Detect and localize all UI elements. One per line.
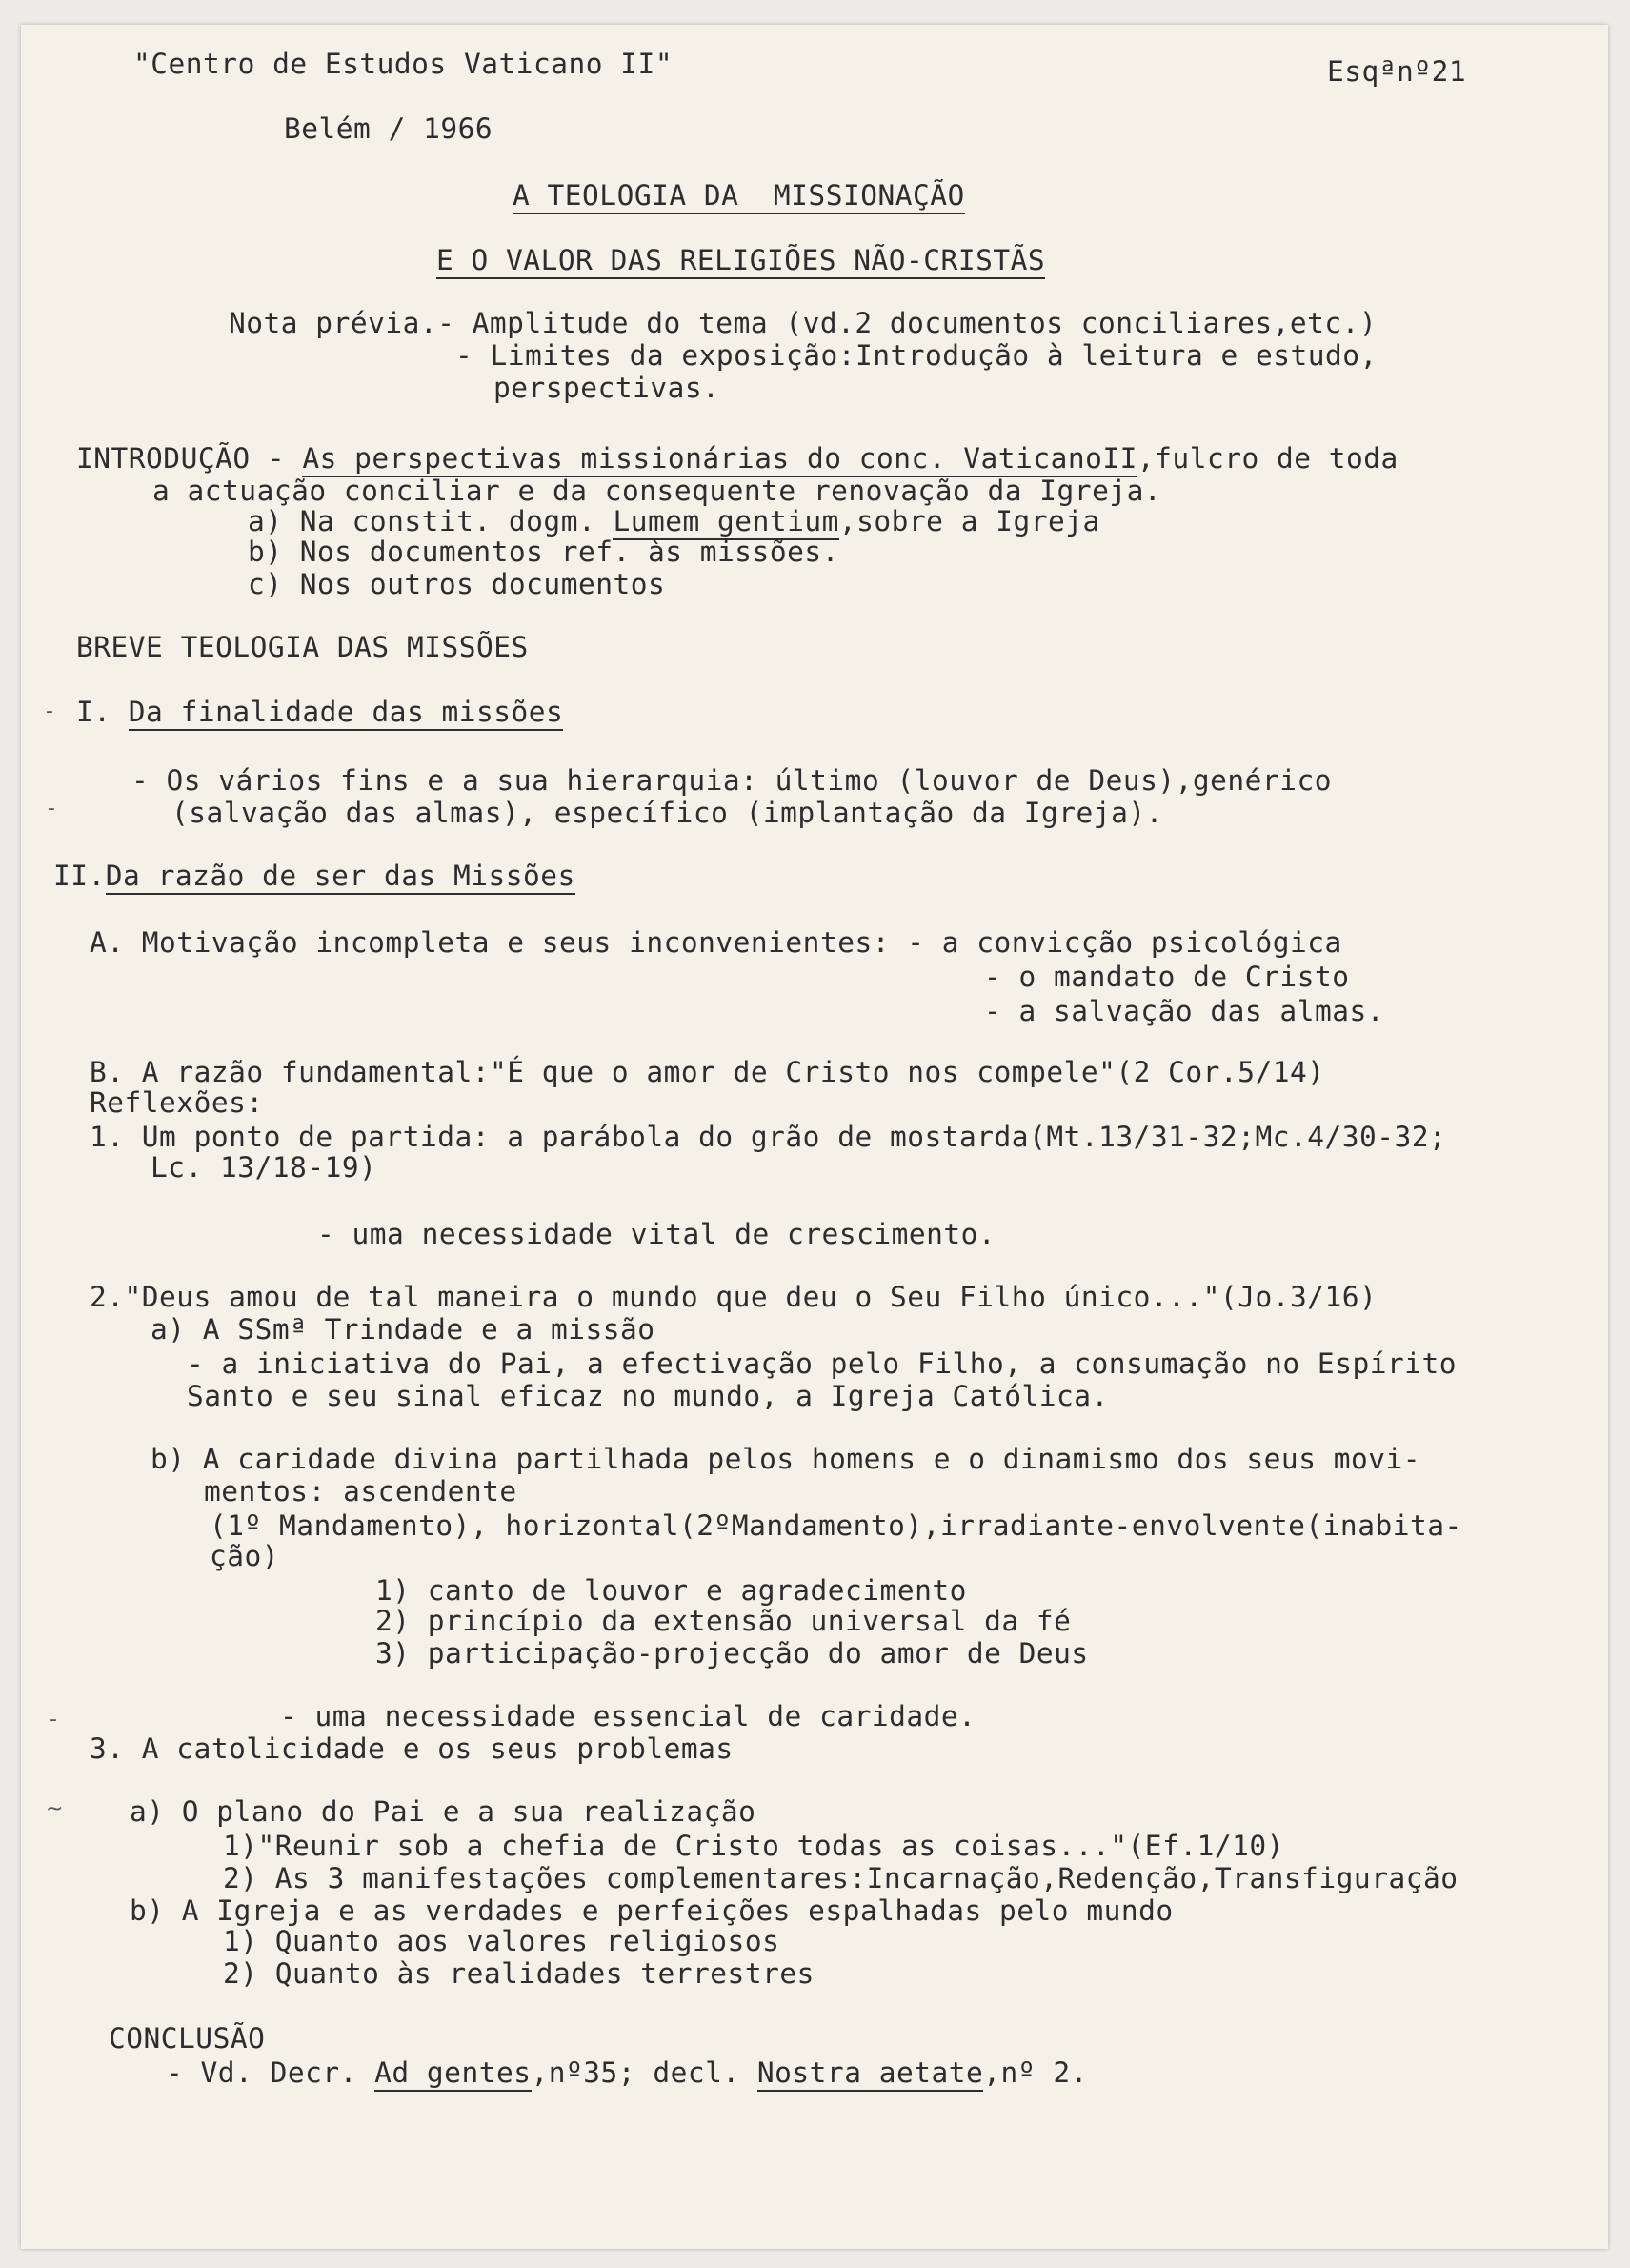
reflexao-2-b-line-2: mentos: ascendente bbox=[204, 1475, 517, 1508]
introducao-label: INTRODUÇÃO - bbox=[76, 442, 303, 475]
margin-mark: ~ bbox=[46, 1797, 64, 1821]
reflexao-1-line-2: Lc. 13/18-19) bbox=[151, 1151, 377, 1184]
reflexao-2-b-item-1: 1) canto de louvor e agradecimento bbox=[375, 1574, 967, 1607]
section-2-a-item-2: - o mandato de Cristo bbox=[984, 961, 1350, 993]
margin-mark: - bbox=[46, 699, 53, 723]
reflexao-3-a-item-2: 2) As 3 manifestações complementares:Incarnação,Redenção,Transfiguração bbox=[223, 1862, 1459, 1894]
reflexao-2-a: a) A SSmª Trindade e a missão bbox=[151, 1313, 655, 1346]
section-1-line-1: - Os vários fins e a sua hierarquia: último (louvor de Deus),genérico bbox=[131, 764, 1332, 797]
reflexao-3-line-1: 3. A catolicidade e os seus problemas bbox=[90, 1732, 734, 1765]
introducao-item-a-rest: ,sobre a Igreja bbox=[838, 505, 1100, 537]
section-1-title: Da finalidade das missões bbox=[129, 696, 564, 731]
section-2-b-line: B. A razão fundamental:"É que o amor de Cristo nos compele"(2 Cor.5/14) bbox=[90, 1056, 1325, 1088]
reflexao-2-b-line-3: (1º Mandamento), horizontal(2ºMandamento),irradiante-envolvente(inabita- bbox=[210, 1509, 1462, 1542]
margin-mark: - bbox=[48, 797, 55, 820]
nota-previa-line-3: perspectivas. bbox=[493, 372, 720, 404]
reflexao-3-b: b) A Igreja e as verdades e perfeições espalhadas pelo mundo bbox=[130, 1894, 1174, 1927]
place-date: Belém / 1966 bbox=[284, 112, 493, 145]
reflexao-2-line-1: 2."Deus amou de tal maneira o mundo que deu o Seu Filho único..."(Jo.3/16) bbox=[90, 1281, 1378, 1313]
section-2-a-item-3: - a salvação das almas. bbox=[984, 995, 1384, 1027]
title-line-2 bbox=[436, 244, 1045, 276]
reflexao-2-note: - uma necessidade essencial de caridade. bbox=[280, 1700, 976, 1732]
section-1-line-2: (salvação das almas), específico (implantação da Igreja). bbox=[171, 797, 1163, 829]
introducao-item-c: c) Nos outros documentos bbox=[248, 568, 666, 600]
nota-previa-text-1: Amplitude do tema (vd.2 documentos conciliares,etc.) bbox=[472, 307, 1378, 339]
section-2-a-line: A. Motivação incompleta e seus inconvenientes: - a convicção psicológica bbox=[90, 926, 1342, 959]
reflexao-1-line-1: 1. Um ponto de partida: a parábola do grão de mostarda(Mt.13/31-32;Mc.4/30-32; bbox=[90, 1121, 1447, 1153]
breve-teologia-heading: BREVE TEOLOGIA DAS MISSÕES bbox=[76, 631, 529, 663]
section-2-heading bbox=[53, 860, 575, 892]
reflexao-3-b-item-2: 2) Quanto às realidades terrestres bbox=[223, 1957, 815, 1990]
section-2-number: II. bbox=[53, 860, 106, 892]
introducao-item-a-prefix: a) Na constit. dogm. bbox=[248, 505, 614, 537]
nota-previa-line-2: - Limites da exposição:Introdução à leitura e estudo, bbox=[455, 339, 1378, 372]
center-name: "Centro de Estudos Vaticano II" bbox=[133, 48, 674, 80]
section-1-number: I. bbox=[76, 696, 129, 728]
conclusao-prefix: - Vd. Decr. bbox=[166, 2056, 375, 2089]
title-line-2-text: E O VALOR DAS RELIGIÕES NÃO-CRISTÃS bbox=[436, 244, 1045, 279]
conclusao-end: ,nº 2. bbox=[983, 2056, 1088, 2089]
ad-gentes: Ad gentes bbox=[374, 2056, 531, 2092]
reflexao-2-b-item-2: 2) princípio da extensão universal da fé bbox=[375, 1605, 1072, 1637]
title-line-1-text: A TEOLOGIA DA MISSIONAÇÃO bbox=[513, 179, 965, 214]
conclusao-label: CONCLUSÃO bbox=[109, 2022, 266, 2055]
reflexao-2-a-line-2: Santo e seu sinal eficaz no mundo, a Igreja Católica. bbox=[187, 1380, 1109, 1412]
document-reference: Esqªnº21 bbox=[1327, 55, 1467, 88]
reflexoes-label: Reflexões: bbox=[90, 1086, 264, 1119]
section-2-title: Da razão de ser das Missões bbox=[106, 860, 575, 895]
title-line-1 bbox=[513, 179, 965, 212]
nota-previa-line-1 bbox=[229, 307, 1377, 339]
nota-previa-label: Nota prévia.- bbox=[229, 307, 473, 339]
conclusao-mid: ,nº35; decl. bbox=[531, 2056, 757, 2089]
section-1-heading bbox=[76, 696, 563, 728]
margin-mark: - bbox=[50, 1708, 57, 1731]
reflexao-2-b-line-4: ção) bbox=[210, 1540, 280, 1572]
conclusao-line bbox=[166, 2056, 1088, 2089]
reflexao-3-b-item-1: 1) Quanto aos valores religiosos bbox=[223, 1925, 780, 1957]
reflexao-3-a-item-1: 1)"Reunir sob a chefia de Cristo todas as coisas..."(Ef.1/10) bbox=[223, 1830, 1284, 1862]
reflexao-2-a-line-1: - a iniciativa do Pai, a efectivação pelo Filho, a consumação no Espírito bbox=[187, 1347, 1458, 1380]
reflexao-1-note: - uma necessidade vital de crescimento. bbox=[317, 1218, 996, 1250]
nostra-aetate: Nostra aetate bbox=[757, 2056, 983, 2092]
lumen-gentium: Lumem gentium bbox=[613, 505, 838, 540]
introducao-item-b: b) Nos documentos ref. às missões. bbox=[248, 536, 839, 568]
introducao-underlined: As perspectivas missionárias do conc. VaticanoII bbox=[302, 442, 1137, 477]
introducao-rest: ,fulcro de toda bbox=[1137, 442, 1399, 475]
introducao-line-2: a actuação conciliar e da consequente renovação da Igreja. bbox=[152, 475, 1162, 507]
introducao-item-a bbox=[248, 505, 1100, 537]
reflexao-2-b-line-1: b) A caridade divina partilhada pelos homens e o dinamismo dos seus movi- bbox=[151, 1443, 1421, 1475]
introducao-line-1 bbox=[76, 442, 1399, 475]
reflexao-2-b-item-3: 3) participação-projecção do amor de Deus bbox=[375, 1637, 1089, 1670]
reflexao-3-a: a) O plano do Pai e a sua realização bbox=[130, 1795, 756, 1828]
